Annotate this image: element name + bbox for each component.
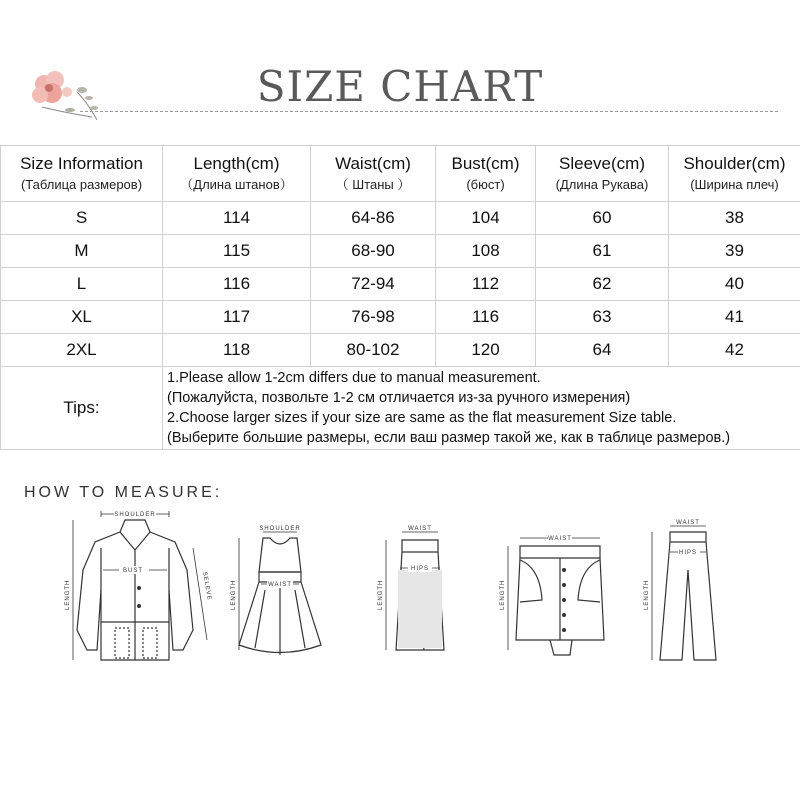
sleeve-cell: 62 (536, 268, 669, 301)
shoulder-cell: 42 (669, 334, 800, 367)
waist-cell: 72-94 (311, 268, 436, 301)
length-cell: 116 (163, 268, 311, 301)
waist-cell: 76-98 (311, 301, 436, 334)
size-table (0, 145, 800, 450)
length-cell: 114 (163, 202, 311, 235)
jacket-diagram (55, 510, 215, 670)
length-cell: 117 (163, 301, 311, 334)
table-row (1, 301, 800, 334)
header-cell: Waist(cm) （ Штаны ） (311, 146, 436, 202)
shorts-diagram (490, 510, 630, 670)
waist-label: WAIST (268, 582, 292, 588)
how-to-measure-heading: HOW TO MEASURE: (24, 484, 223, 501)
tip-line: 2.Choose larger sizes if your size are same as the flat measurement Size table. (167, 410, 677, 426)
shoulder-cell: 39 (669, 235, 800, 268)
table-row (1, 334, 800, 367)
tip-line: (Пожалуйста, позвольте 1-2 см отличается из-за ручного измерения) (167, 390, 631, 406)
length-label: LENGTH (644, 579, 650, 610)
waist-cell: 64-86 (311, 202, 436, 235)
tip-line: (Выберите большие размеры, если ваш размер такой же, как в таблице размеров.) (167, 430, 731, 446)
pants-icon (640, 510, 750, 670)
skirt-diagram (370, 510, 460, 670)
size-cell: M (1, 235, 163, 268)
size-cell: L (1, 268, 163, 301)
bust-cell: 120 (436, 334, 536, 367)
shoulder-label: SHOULDER (259, 526, 301, 532)
header-cell: Shoulder(cm) (Ширина плеч) (669, 146, 800, 202)
sleeve-cell: 63 (536, 301, 669, 334)
header-cell: Length(cm) （Длина штанов） (163, 146, 311, 202)
bust-label: BUST (122, 568, 144, 574)
bust-cell: 108 (436, 235, 536, 268)
shorts-icon (490, 510, 630, 670)
size-cell: S (1, 202, 163, 235)
waist-label: WAIST (548, 536, 572, 542)
bust-cell: 112 (436, 268, 536, 301)
dress-icon (225, 510, 335, 670)
shoulder-cell: 41 (669, 301, 800, 334)
length-label: LENGTH (378, 579, 384, 610)
dress-diagram (225, 510, 335, 670)
length-label: LENGTH (65, 579, 71, 610)
sleeve-label: SELEVE (201, 571, 213, 602)
shoulder-cell: 40 (669, 268, 800, 301)
sleeve-cell: 60 (536, 202, 669, 235)
sleeve-cell: 64 (536, 334, 669, 367)
jacket-icon (55, 510, 215, 670)
length-label: LENGTH (231, 579, 237, 610)
shoulder-cell: 38 (669, 202, 800, 235)
header-cell: Size Information (Таблица размеров) (1, 146, 163, 202)
waist-cell: 68-90 (311, 235, 436, 268)
waist-label: WAIST (676, 520, 700, 526)
hips-label: HIPS (410, 566, 430, 572)
size-cell: XL (1, 301, 163, 334)
header-cell: Sleeve(cm) (Длина Рукава) (536, 146, 669, 202)
tips-label: Tips: (1, 367, 163, 450)
length-cell: 115 (163, 235, 311, 268)
sleeve-cell: 61 (536, 235, 669, 268)
length-cell: 118 (163, 334, 311, 367)
bust-cell: 104 (436, 202, 536, 235)
table-row (1, 202, 800, 235)
header (0, 0, 800, 125)
length-label: LENGTH (500, 579, 506, 610)
shoulder-label: SHOULDER (114, 512, 156, 518)
waist-cell: 80-102 (311, 334, 436, 367)
skirt-icon (370, 510, 460, 670)
header-cell: Bust(cm) (бюст) (436, 146, 536, 202)
hips-label: HIPS (678, 550, 698, 556)
pants-diagram (640, 510, 750, 670)
size-cell: 2XL (1, 334, 163, 367)
table-header-row (1, 146, 800, 202)
tips-row (1, 367, 800, 450)
bust-cell: 116 (436, 301, 536, 334)
tips-text (163, 367, 800, 450)
tip-line: 1.Please allow 1-2cm differs due to manual measurement. (167, 370, 541, 386)
table-row (1, 268, 800, 301)
title-divider (80, 111, 778, 112)
waist-label: WAIST (408, 526, 432, 532)
page-title: SIZE CHART (256, 62, 544, 111)
table-row (1, 235, 800, 268)
